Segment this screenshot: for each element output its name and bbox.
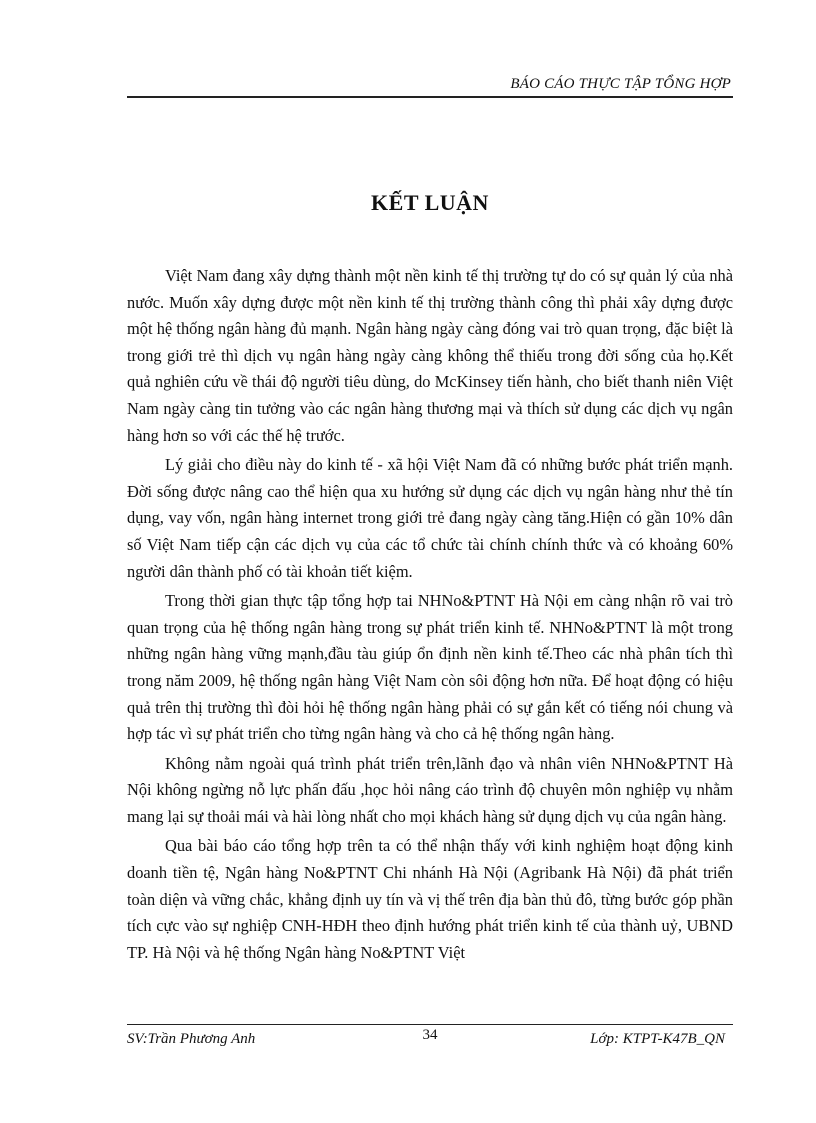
paragraph: Việt Nam đang xây dựng thành một nền kinh tế thị trường tự do có sự quản lý của nhà nước. Muốn xây dựng được một nền kinh tế thị trường thành công thì phải xây dựng được một hệ thống ngân hàng đủ mạnh. Ngân hàng ngày càng đóng vai trò quan trọng, đặc biệt là trong giới trẻ thì dịch vụ ngân hàng ngày càng không thể thiếu trong đời sống của họ.Kết quả nghiên cứu về thái độ người tiêu dùng, do McKinsey tiến hành, cho biết thanh niên Việt Nam ngày càng tin tưởng vào các ngân hàng thương mại và thích sử dụng các dịch vụ ngân hàng hơn so với các thế hệ trước.: [127, 266, 733, 445]
body-content: [127, 263, 733, 969]
page-footer: [127, 1024, 733, 1055]
paragraph: Qua bài báo cáo tổng hợp trên ta có thể nhận thấy với kinh nghiệm hoạt động kinh doanh tiền tệ, Ngân hàng No&PTNT Chi nhánh Hà Nội (Agribank Hà Nội) đã phát triển toàn diện và vững chắc, khẳng định uy tín và vị thế trên địa bàn thủ đô, từng bước góp phần tích cực vào sự nghiệp CNH-HĐH theo định hướng phát triển kinh tế của thành uỷ, UBND TP. Hà Nội và hệ thống Ngân hàng No&PTNT Việt: [127, 836, 733, 962]
paragraph: Trong thời gian thực tập tổng hợp tai NHNo&PTNT Hà Nội em càng nhận rõ vai trò quan trọng của hệ thống ngân hàng trong sự phát triển kinh tế. NHNo&PTNT là một trong những ngân hàng vững mạnh,đầu tàu giúp ổn định nền kinh tế.Theo các nhà phân tích thì trong năm 2009, hệ thống ngân hàng Việt Nam còn sôi động hơn nữa. Để hoạt động có hiệu quả trên thị trường thì đòi hỏi hệ thống ngân hàng phải có sự gắn kết có tiếng nói chung và hợp tác vì sự phát triển cho từng ngân hàng và cho cả hệ thống ngân hàng.: [127, 591, 733, 744]
page-title: KẾT LUẬN: [371, 190, 489, 215]
footer-student-name: SV:Trần Phương Anh: [127, 1031, 256, 1047]
header-title: BÁO CÁO THỰC TẬP TỔNG HỢP: [510, 76, 731, 92]
page-number: 34: [422, 1027, 438, 1043]
footer-class-label: Lớp: KTPT-K47B_QN: [590, 1031, 725, 1047]
paragraph: Không nằm ngoài quá trình phát triển trên,lãnh đạo và nhân viên NHNo&PTNT Hà Nội không ngừng nỗ lực phấn đấu ,học hỏi nâng cáo trình độ chuyên môn nghiệp vụ nhằm mang lại sự thoải mái và hài lòng nhất cho mọi khách hàng sử dụng dịch vụ của ngân hàng.: [127, 753, 733, 826]
paragraph: Lý giải cho điều này do kinh tế - xã hội Việt Nam đã có những bước phát triển mạnh. Đời sống được nâng cao thể hiện qua xu hướng sử dụng các dịch vụ ngân hàng như thẻ tín dụng, vay vốn, ngân hàng internet trong giới trẻ đang ngày càng tăng.Hiện có gần 10% dân số Việt Nam tiếp cận các dịch vụ của các tổ chức tài chính chính thức và có khoảng 60% người dân thành phố có tài khoản tiết kiệm.: [127, 455, 733, 581]
page-header: [127, 70, 733, 98]
